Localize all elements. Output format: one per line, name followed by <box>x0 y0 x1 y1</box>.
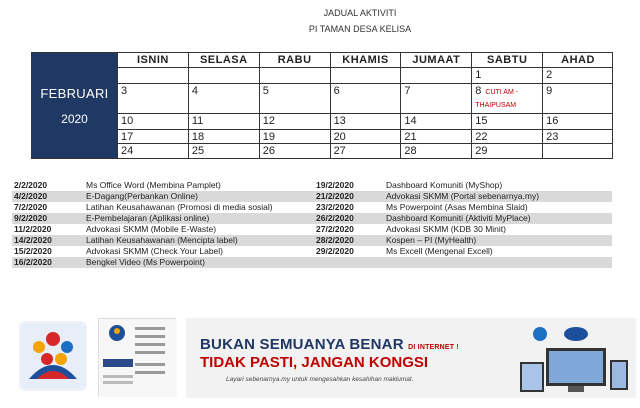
day-number: 15 <box>475 115 488 127</box>
day-number: 12 <box>262 115 275 127</box>
calendar-day <box>117 114 188 130</box>
activity-date: 23/2/2020 <box>316 202 354 212</box>
day-number: 19 <box>262 131 275 143</box>
calendar-day <box>117 68 188 84</box>
day-header: SELASA <box>188 53 259 68</box>
activity-date <box>314 257 382 268</box>
calendar-day <box>188 130 259 144</box>
awareness-banner <box>186 318 636 398</box>
activity-row <box>12 202 612 213</box>
activity-row <box>12 213 612 224</box>
activity-date: 29/2/2020 <box>316 246 354 256</box>
day-number: 5 <box>262 85 269 97</box>
activity-title: Ms Office Word (Membina Pamplet) <box>86 180 221 190</box>
day-number: 13 <box>333 115 346 127</box>
calendar-grid <box>117 53 613 158</box>
calendar-day <box>330 84 401 114</box>
activity-date: 27/2/2020 <box>316 224 354 234</box>
activity-row <box>12 191 612 202</box>
day-number: 18 <box>191 131 205 143</box>
day-number: 7 <box>404 85 411 97</box>
activity-title: Advokasi SKMM (Portal sebenarnya.my) <box>386 191 540 201</box>
activity-date: 19/2/2020 <box>316 180 354 190</box>
banner-caption: Layari sebenarnya.my untuk mengesahkan kesahihan maklumat. <box>226 376 414 383</box>
calendar-day <box>259 130 330 144</box>
activity-title: Latihan Keusahawanan (Promosi di media sosial) <box>86 202 273 212</box>
calendar-day <box>330 130 401 144</box>
calendar-day <box>188 114 259 130</box>
activity-date: 16/2/2020 <box>14 257 52 267</box>
day-number: 26 <box>262 145 275 157</box>
activity-date: 2/2/2020 <box>14 180 48 190</box>
calendar-year: 2020 <box>61 112 88 126</box>
day-number: 11 <box>191 115 204 127</box>
activity-date: 7/2/2020 <box>14 202 48 212</box>
day-header: ISNIN <box>117 53 188 68</box>
calendar-day <box>400 84 471 114</box>
day-number: 4 <box>191 85 198 97</box>
day-number: 3 <box>121 85 128 97</box>
activity-date: 26/2/2020 <box>316 213 354 223</box>
day-number: 25 <box>191 145 205 157</box>
day-number: 21 <box>404 131 417 143</box>
activity-date: 4/2/2020 <box>14 191 48 201</box>
calendar-day <box>471 84 542 114</box>
calendar-day <box>400 130 471 144</box>
activity-title: Ms Powerpoint (Asas Membina Slaid) <box>386 202 528 212</box>
day-header: JUMAAT <box>400 53 471 68</box>
day-number: 1 <box>475 69 482 81</box>
activity-title: Ms Excell (Mengenal Excell) <box>386 246 493 256</box>
calendar-day <box>188 144 259 158</box>
day-header: AHAD <box>542 53 613 68</box>
calendar-day <box>471 114 542 130</box>
activity-date: 9/2/2020 <box>14 213 48 223</box>
calendar-day <box>542 68 613 84</box>
calendar-day <box>542 130 613 144</box>
calendar-day <box>117 130 188 144</box>
devices-illustration <box>516 324 634 396</box>
activity-date: 28/2/2020 <box>316 235 354 245</box>
activity-title: Kospen – PI (MyHealth) <box>386 235 477 245</box>
page-subtitle: PI TAMAN DESA KELISA <box>308 24 412 34</box>
activity-title: E-Pembelajaran (Aplikasi online) <box>86 213 210 223</box>
app-screenshot-image <box>98 318 176 396</box>
calendar-day <box>330 144 401 158</box>
day-number: 14 <box>404 115 417 127</box>
activity-title: Latihan Keusahawanan (Mencipta label) <box>86 235 238 245</box>
calendar-day <box>400 144 471 158</box>
calendar-day <box>400 68 471 84</box>
day-number: 28 <box>404 145 417 157</box>
activity-date: 21/2/2020 <box>316 191 354 201</box>
calendar-day <box>259 84 330 114</box>
calendar-day <box>471 130 542 144</box>
calendar-day <box>188 68 259 84</box>
day-number: 9 <box>546 85 553 97</box>
activity-title: Advokasi SKMM (KDB 30 Minit) <box>386 224 506 234</box>
day-number: 8 <box>475 85 482 97</box>
activity-title <box>382 257 610 268</box>
calendar-day <box>400 114 471 130</box>
day-number: 2 <box>546 69 553 81</box>
day-header: SABTU <box>471 53 542 68</box>
calendar-day <box>542 84 613 114</box>
community-logo <box>19 321 87 391</box>
day-number: 27 <box>333 145 346 157</box>
activity-date: 14/2/2020 <box>14 235 52 245</box>
calendar-day <box>330 68 401 84</box>
page-title: JADUAL AKTIVITI <box>323 8 397 18</box>
day-number: 17 <box>121 131 134 143</box>
day-number: 22 <box>475 131 488 143</box>
banner-headline: BUKAN SEMUANYA BENAR DI INTERNET ! <box>200 336 459 353</box>
banner-subheadline: TIDAK PASTI, JANGAN KONGSI <box>200 354 429 371</box>
calendar-day <box>471 144 542 158</box>
calendar <box>31 52 613 159</box>
activity-title: Advokasi SKMM (Mobile E-Waste) <box>86 224 217 234</box>
activity-row <box>12 246 612 257</box>
calendar-day <box>259 114 330 130</box>
day-number: 24 <box>121 145 134 157</box>
activity-date: 15/2/2020 <box>14 246 52 256</box>
activity-title: Dashboard Komuniti (MyShop) <box>386 180 503 190</box>
day-number: 29 <box>475 145 488 157</box>
activity-title: Advokasi SKMM (Check Your Label) <box>86 246 224 256</box>
calendar-month-panel <box>32 53 117 158</box>
day-header: RABU <box>259 53 330 68</box>
day-number: 10 <box>121 115 134 127</box>
activity-row <box>12 235 612 246</box>
activity-list <box>12 180 612 268</box>
activity-title: Bengkel Video (Ms Powerpoint) <box>86 257 205 267</box>
day-number: 16 <box>546 115 559 127</box>
activity-row <box>12 224 612 235</box>
day-number: 20 <box>333 131 346 143</box>
calendar-month: FEBRUARI <box>40 86 109 101</box>
calendar-day <box>188 84 259 114</box>
footer-images <box>0 313 640 399</box>
calendar-day <box>471 68 542 84</box>
calendar-day <box>330 114 401 130</box>
day-header: KHAMIS <box>330 53 401 68</box>
activity-row <box>12 180 612 191</box>
day-number: 23 <box>546 131 559 143</box>
activity-row <box>12 257 612 268</box>
activity-title: Dashboard Komuniti (Aktiviti MyPlace) <box>386 213 531 223</box>
activity-date: 11/2/2020 <box>14 224 52 234</box>
calendar-day <box>542 144 613 158</box>
calendar-day <box>542 114 613 130</box>
calendar-day <box>117 144 188 158</box>
calendar-day <box>259 68 330 84</box>
calendar-day <box>117 84 188 114</box>
day-number: 6 <box>333 85 340 97</box>
activity-title: E-Dagang(Perbankan Online) <box>86 191 198 201</box>
calendar-day <box>259 144 330 158</box>
holiday-note: CUTI AM - THAIPUSAM <box>475 89 519 109</box>
